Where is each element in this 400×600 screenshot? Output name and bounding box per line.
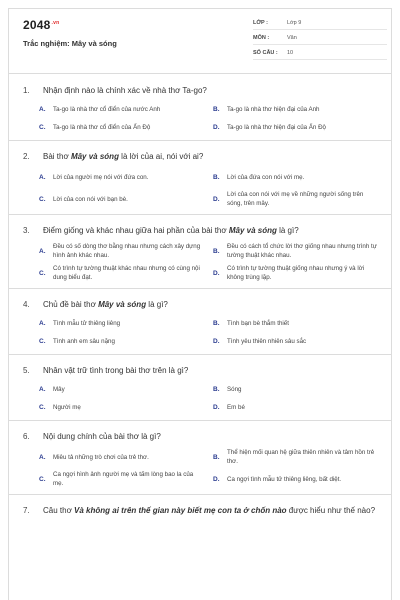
- answer-option-a[interactable]: [39, 314, 207, 332]
- answer-option-b[interactable]: [213, 446, 381, 468]
- question-body: Nhận định nào là chính xác về nhà thơ Ta-go?: [43, 86, 207, 95]
- question-body: Nội dung chính của bài thơ là gì?: [43, 432, 161, 441]
- option-letter: C.: [39, 337, 46, 345]
- option-text: Sóng: [227, 385, 242, 393]
- document-page: [8, 8, 392, 600]
- question-text: [9, 299, 391, 310]
- question-text: [9, 505, 391, 516]
- option-text: Ca ngợi tình mẫu tử thiêng liêng, bất diệt.: [227, 475, 342, 483]
- option-text: Thể hiện mối quan hệ giữa thiên nhiên và tâm hồn trẻ thơ.: [227, 449, 375, 465]
- option-text: Có trình tự tường thuật giống nhau nhưng ý và lời không trùng lặp.: [227, 265, 365, 281]
- question-body: Nhân vật trữ tình trong bài thơ trên là gì?: [43, 366, 189, 375]
- meta-value: 10: [287, 50, 294, 56]
- option-letter: D.: [213, 195, 220, 203]
- answer-option-a[interactable]: [39, 166, 207, 188]
- answer-option-a[interactable]: [39, 380, 207, 398]
- option-text: Người mẹ: [53, 403, 81, 411]
- question-number: 3.: [23, 226, 30, 235]
- question-body: Chủ đề bài thơ Mây và sóng là gì?: [43, 300, 168, 309]
- answer-option-c[interactable]: [39, 188, 207, 210]
- answer-option-b[interactable]: [213, 166, 381, 188]
- meta-row: [253, 17, 387, 30]
- answer-option-b[interactable]: [213, 314, 381, 332]
- option-text: Có trình tự tường thuật khác nhau nhưng có cùng nội dung biểu đạt.: [53, 265, 200, 281]
- question-body: Bài thơ Mây và sóng là lời của ai, nói với ai?: [43, 152, 204, 161]
- question-text: [9, 431, 391, 442]
- option-letter: D.: [213, 403, 220, 411]
- page-header: [9, 9, 391, 65]
- option-text: Tình yêu thiên nhiên sâu sắc: [227, 337, 307, 345]
- option-text: Ca ngợi hình ảnh người mẹ và tấm lòng bao la của mẹ.: [53, 471, 194, 487]
- option-letter: B.: [213, 385, 220, 393]
- option-text: Lời của người mẹ nói với đứa con.: [53, 173, 149, 181]
- option-text: Tình anh em sâu nặng: [53, 337, 115, 345]
- option-text: Mây: [53, 385, 65, 393]
- answer-option-b[interactable]: [213, 100, 381, 118]
- answer-option-a[interactable]: [39, 240, 207, 262]
- option-text: Ta-go là nhà thơ hiện đại của Ấn Độ: [227, 123, 326, 131]
- answer-option-c[interactable]: [39, 468, 207, 490]
- answer-options: [9, 376, 391, 416]
- option-letter: A.: [39, 247, 46, 255]
- question-text: [9, 151, 391, 162]
- option-text: Tình bạn bè thắm thiết: [227, 319, 289, 327]
- question-item: [9, 141, 391, 215]
- question-item: [9, 495, 391, 520]
- question-list: [9, 75, 391, 520]
- question-text: [9, 225, 391, 236]
- question-number: 1.: [23, 86, 30, 95]
- option-letter: B.: [213, 173, 220, 181]
- header-divider: [9, 73, 391, 74]
- option-letter: B.: [213, 453, 220, 461]
- option-letter: A.: [39, 319, 46, 327]
- answer-options: [9, 236, 391, 284]
- site-logo[interactable]: $2048^{.vn}$: [23, 18, 60, 32]
- option-letter: B.: [213, 319, 220, 327]
- meta-label: LỚP :: [253, 20, 268, 26]
- option-letter: A.: [39, 385, 46, 393]
- option-letter: A.: [39, 453, 46, 461]
- question-body: Câu thơ Và không ai trên thế gian này biết mẹ con ta ở chốn nào được hiểu như thế nào?: [43, 506, 376, 515]
- answer-option-c[interactable]: [39, 262, 207, 284]
- question-text: [9, 85, 391, 96]
- question-item: [9, 355, 391, 421]
- answer-options: [9, 310, 391, 350]
- option-letter: C.: [39, 269, 46, 277]
- option-letter: C.: [39, 403, 46, 411]
- option-letter: B.: [213, 105, 220, 113]
- answer-option-d[interactable]: [213, 118, 381, 136]
- option-letter: D.: [213, 475, 220, 483]
- meta-row: [253, 47, 387, 60]
- option-text: Ta-go là nhà thơ cổ điển của Ấn Độ: [53, 123, 151, 131]
- document-meta: [253, 17, 387, 62]
- option-text: Lời của con nói với bạn bè.: [53, 195, 128, 203]
- option-text: Lời của con nói với mẹ về những người sống trên sóng, trên mây.: [227, 191, 364, 207]
- option-text: Ta-go là nhà thơ hiện đại của Anh: [227, 105, 320, 113]
- question-number: 4.: [23, 300, 30, 309]
- option-text: Ta-go là nhà thơ cổ điển của nước Anh: [53, 105, 161, 113]
- answer-option-c[interactable]: [39, 118, 207, 136]
- answer-option-a[interactable]: [39, 446, 207, 468]
- question-item: [9, 215, 391, 289]
- answer-options: [9, 96, 391, 136]
- option-text: Đều có cách tổ chức lời thơ giống nhau nhưng trình tự tường thuật khác nhau.: [227, 243, 377, 259]
- question-item: [9, 75, 391, 141]
- meta-label: SỐ CÂU :: [253, 50, 278, 56]
- question-number: 7.: [23, 506, 30, 515]
- answer-options: [9, 442, 391, 490]
- question-body: Điểm giống và khác nhau giữa hai phần của bài thơ Mây và sóng là gì?: [43, 226, 299, 235]
- answer-option-d[interactable]: [213, 398, 381, 416]
- answer-option-c[interactable]: [39, 332, 207, 350]
- option-letter: D.: [213, 123, 220, 131]
- question-number: 6.: [23, 432, 30, 441]
- option-text: Miêu tả những trò chơi của trẻ thơ.: [53, 453, 149, 461]
- document-title: Trắc nghiệm: Mây và sóng: [23, 39, 117, 48]
- question-number: 5.: [23, 366, 30, 375]
- meta-value: Lớp 9: [287, 20, 302, 26]
- answer-option-d[interactable]: [213, 262, 381, 284]
- answer-option-d[interactable]: [213, 188, 381, 210]
- option-letter: D.: [213, 337, 220, 345]
- answer-option-d[interactable]: [213, 468, 381, 490]
- answer-option-b[interactable]: [213, 380, 381, 398]
- question-number: 2.: [23, 152, 30, 161]
- question-item: [9, 289, 391, 355]
- option-letter: C.: [39, 123, 46, 131]
- meta-label: MÔN :: [253, 35, 270, 41]
- meta-value: Văn: [287, 35, 297, 41]
- question-text: [9, 365, 391, 376]
- answer-option-b[interactable]: [213, 240, 381, 262]
- option-text: Em bé: [227, 403, 245, 411]
- option-text: Tình mẫu tử thiêng liêng: [53, 319, 121, 327]
- meta-row: [253, 32, 387, 45]
- option-letter: A.: [39, 173, 46, 181]
- option-letter: B.: [213, 247, 220, 255]
- answer-option-d[interactable]: [213, 332, 381, 350]
- answer-option-c[interactable]: [39, 398, 207, 416]
- option-letter: C.: [39, 475, 46, 483]
- option-text: Lời của đứa con nói với mẹ.: [227, 173, 305, 181]
- option-letter: C.: [39, 195, 46, 203]
- answer-option-a[interactable]: [39, 100, 207, 118]
- option-letter: D.: [213, 269, 220, 277]
- option-letter: A.: [39, 105, 46, 113]
- question-item: [9, 421, 391, 495]
- answer-options: [9, 162, 391, 210]
- option-text: Đều có số dòng thơ bằng nhau nhưng cách xây dựng hình ảnh khác nhau.: [53, 243, 201, 259]
